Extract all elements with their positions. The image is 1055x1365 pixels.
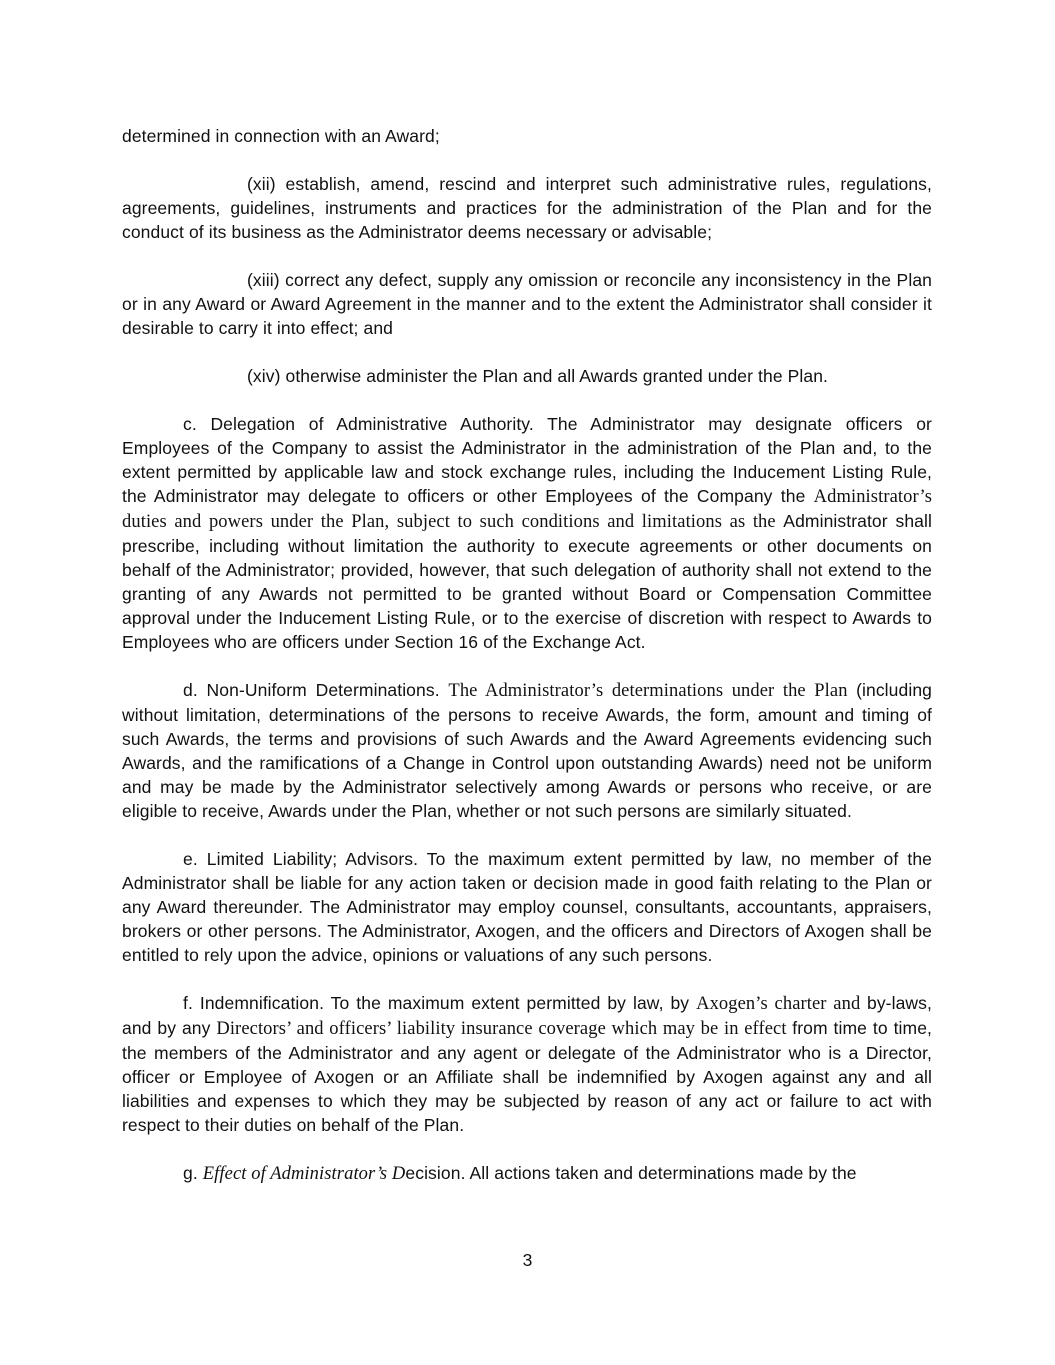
text-segment: Administrator shall prescribe, including without limitation the authority to execute agreements or other documents on behalf of the Administrator; provided, however, that such delegation of authority shall not extend to the granting of any Awards not permitted to be granted without Board or Compensation Committee approval under the Inducement Listing Rule, or to the exercise of discretion with respect to Awards to Employees who are officers under Section 16 of the Exchange Act. [122, 511, 932, 652]
section-c-delegation-of-administrative-authority [122, 412, 932, 654]
document-body [122, 124, 932, 1186]
clause-xiii [122, 268, 932, 340]
text-segment: c. Delegation of Administrative Authority. The Administrator may designate officers or Employees of the Company to assist the Administrator in the administration of the Plan and, to the extent permitted by applicable law and stock exchange rules, including the Inducement Listing Rule, the Administrator may delegate to officers or other Employees of the Company the [122, 414, 932, 506]
section-d-non-uniform-determinations [122, 678, 932, 823]
clause-xiv [122, 364, 932, 388]
text-segment: (xiv) otherwise administer the Plan and all Awards granted under the Plan. [247, 366, 829, 386]
text-segment: determined in connection with an Award; [122, 126, 440, 146]
section-f-indemnification [122, 991, 932, 1137]
clause-xii [122, 172, 932, 244]
page-number: 3 [522, 1250, 533, 1270]
text-segment: The Administrator’s determinations under the Plan [448, 681, 857, 701]
text-segment: e. Limited Liability; Advisors. To the maximum extent permitted by law, no member of the Administrator shall be liable for any action taken or decision made in good faith relating to the Plan or any Award thereunder. The Administrator may employ counsel, consultants, accountants, appraisers, brokers or other persons. The Administrator, Axogen, and the officers and Directors of Axogen shall be entitled to rely upon the advice, opinions or valuations of any such persons. [122, 849, 932, 965]
text-segment: g. [183, 1163, 203, 1183]
text-segment: Effect of Administrator’s D [202, 1164, 406, 1184]
text-segment: Directors’ and officers’ liability insurance coverage which may be in effect [216, 1019, 793, 1039]
text-segment: Axogen’s charter and [696, 994, 867, 1014]
text-segment: ecision. All actions taken and determinations made by the [405, 1163, 857, 1183]
text-segment: (xiii) correct any defect, supply any omission or reconcile any inconsistency in the Plan or in any Award or Award Agreement in the manner and to the extent the Administrator shall consider it desirable to carry it into effect; and [122, 270, 932, 338]
continuation-clause [122, 124, 932, 148]
section-e-limited-liability-advisors [122, 847, 932, 967]
text-segment: by-laws, and by any [122, 993, 932, 1038]
text-segment: (including without limitation, determinations of the persons to receive Awards, the form, amount and timing of such Awards, the terms and provisions of such Awards and the Award Agreements evidencing such Awards, and the ramifications of a Change in Control upon outstanding Awards) need not be uniform and may be made by the Administrator selectively among Awards or persons who receive, or are eligible to receive, Awards under the Plan, whether or not such persons are similarly situated. [122, 680, 932, 821]
text-segment: (xii) establish, amend, rescind and interpret such administrative rules, regulations, agreements, guidelines, instruments and practices for the administration of the Plan and for the conduct of its business as the Administrator deems necessary or advisable; [122, 174, 932, 242]
section-g-effect-of-administrators-decision [122, 1161, 932, 1186]
text-segment: Administrator’s duties and powers under the Plan, subject to such conditions and limitations as the [122, 487, 932, 532]
text-segment: f. Indemnification. To the maximum extent permitted by law, by [183, 993, 697, 1013]
text-segment: d. Non-Uniform Determinations. [183, 680, 449, 700]
text-segment: from time to time, the members of the Administrator and any agent or delegate of the Administrator who is a Director, officer or Employee of Axogen or an Affiliate shall be indemnified by Axogen against any and all liabilities and expenses to which they may be subjected by reason of any act or failure to act with respect to their duties on behalf of the Plan. [122, 1018, 932, 1135]
